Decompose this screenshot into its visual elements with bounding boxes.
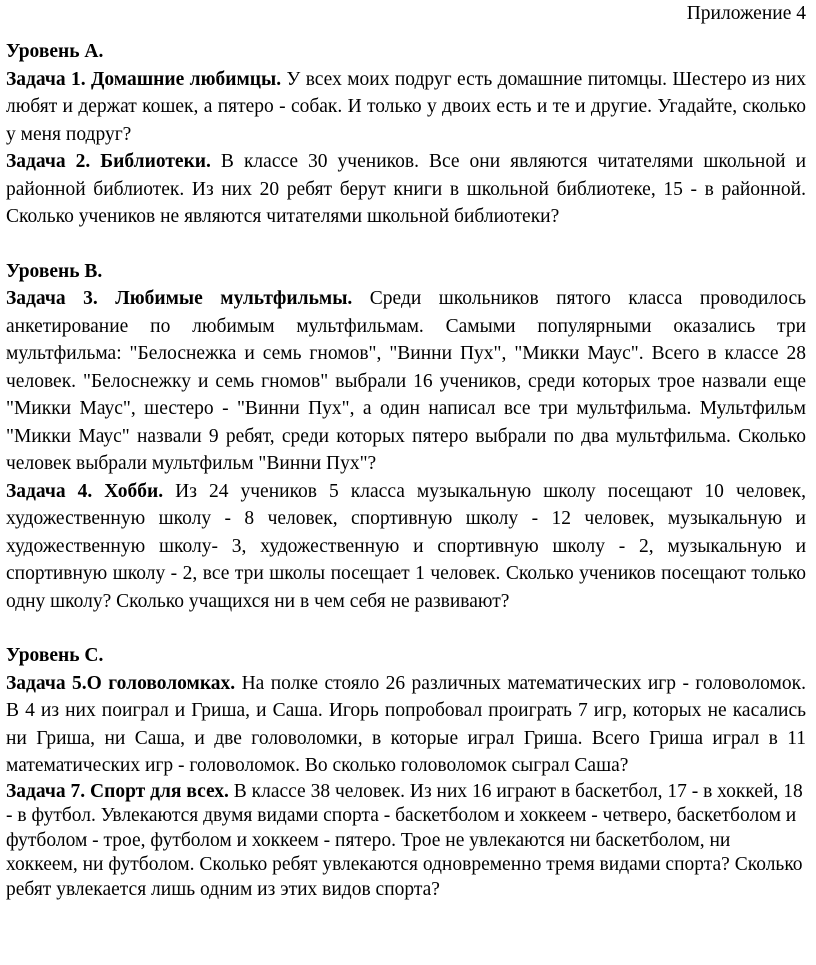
task-1 [6,66,806,149]
level-a-heading: Уровень А. [6,41,104,62]
task-2 [6,148,806,231]
task-5-text: На полке стояло 26 различных математических игр - головоломок. В 4 из них поиграл и Гриша, и Саша. Игорь попробовал проиграть 7 игр, которых не касались ни Гриша, ни Саша, и две головоломки, в которые играл Гриша. Всего Гриша играл в 11 математических игр - головоломок. Во сколько головоломок сыграл Саша? [6,672,806,776]
task-7-title: Задача 7. Спорт для всех. [6,780,229,802]
task-2-title: Задача 2. Библиотеки. [6,151,211,172]
task-7 [6,780,806,903]
appendix-label: Приложение 4 [686,3,806,24]
task-3-title: Задача 3. Любимые мультфильмы. [6,288,353,309]
task-5-title: Задача 5.О головоломках. [6,672,236,694]
level-c-heading: Уровень С. [6,645,104,666]
task-7-text: В классе 38 человек. Из них 16 играют в баскетбол, 17 - в хоккей, 18 - в футбол. Увлекаются двумя видами спорта - баскетболом и хоккеем - четверо, баскетболом и футболом - трое, футболом и хоккеем - пятеро. Трое не увлекаются ни баскетболом, ни хоккеем, ни футболом. Сколько ребят увлекаются одновременно тремя видами спорта? Сколько ребят увлекается лишь одним из этих видов спорта? [6,780,803,900]
task-3-text: Среди школьников пятого класса проводилось анкетирование по любимым мультфильмам. Самыми популярными оказались три мультфильма: "Белоснежка и семь гномов", "Винни Пух", "Микки Маус". Всего в классе 28 человек. "Белоснежку и семь гномов" выбрали 16 учеников, среди которых трое назвали еще "Микки Маус", шестеро - "Винни Пух", а один написал все три мультфильма. Мультфильм "Микки Маус" назвали 9 ребят, среди которых пятеро выбрали по два мультфильма. Сколько человек выбрали мультфильм "Винни Пух"? [6,288,806,474]
task-2-text: В классе 30 учеников. Все они являются читателями школьной и районной библиотек. Из них 20 ребят берут книги в школьной библиотеке, 15 - в районной. Сколько учеников не являются читателями школьной библиотеки? [6,151,807,227]
section-gap [6,231,806,258]
level-b-heading: Уровень В. [6,260,103,282]
task-5 [6,670,806,780]
section-gap [6,615,806,642]
task-4-text: Из 24 учеников 5 класса музыкальную школу посещают 10 человек, художественную школу - 8 человек, спортивную школу - 12 человек, музыкальную и художественную школу- 3, художественную и спортивную школу - 2, музыкальную и спортивную школу - 2, все три школы посещает 1 человек. Сколько учеников посещают только одну школу? Сколько учащихся ни в чем себя не развивают? [6,480,806,612]
task-4-title: Задача 4. Хобби. [6,480,164,502]
task-3 [6,285,806,478]
task-4 [6,478,806,616]
task-1-title: Задача 1. Домашние любимцы. [6,68,282,90]
task-1-text: У всех моих подруг есть домашние питомцы. Шестеро из них любят и держат кошек, а пятеро - собак. И только у двоих есть и те и другие. Угадайте, сколько у меня подруг? [6,68,806,145]
